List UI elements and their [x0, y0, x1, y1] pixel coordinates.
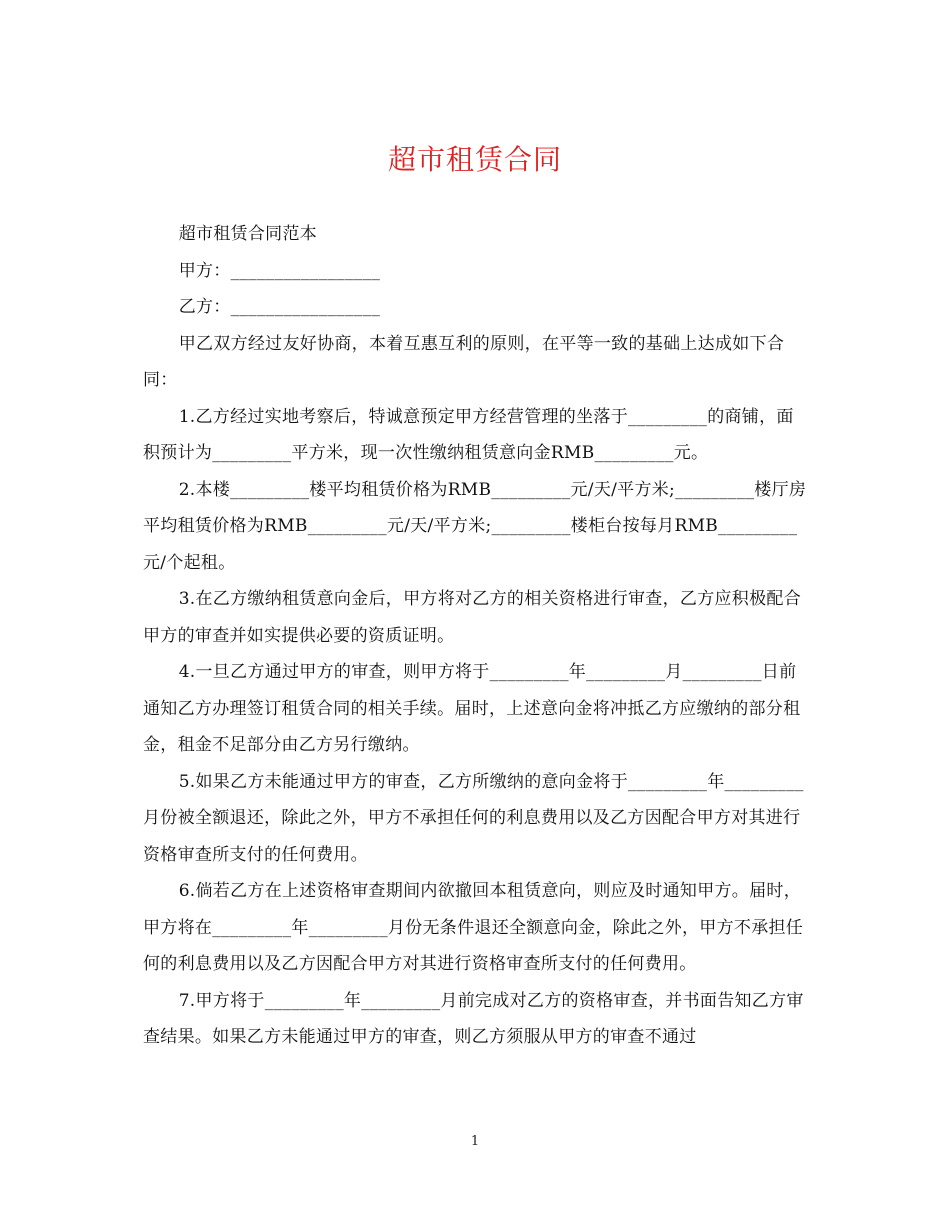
page-number: 1: [470, 1134, 480, 1149]
party-b-line: 乙方：_________________: [178, 297, 381, 317]
doc-subtitle: 超市租赁合同范本: [178, 224, 318, 244]
clause-6: 6.倘若乙方在上述资格审查期间内欲撤回本租赁意向，则应及时通知甲方。届时，甲方将在_________年_________月份无条件退还全额意向金，除此之外，甲方不承担任何的利息费用以及乙方因配合甲方对其进行资格审查所支付的任何费用。: [143, 881, 804, 974]
clause-5: 5.如果乙方未能通过甲方的审查，乙方所缴纳的意向金将于_________年_________月份被全额退还，除此之外，甲方不承担任何的利息费用以及乙方因配合甲方对其进行资格审查所支付的任何费用。: [143, 771, 804, 865]
clause-7: 7.甲方将于_________年_________月前完成对乙方的资格审查，并书面告知乙方审查结果。如果乙方未能通过甲方的审查，则乙方须服从甲方的审查不通过: [143, 990, 804, 1047]
clause-1: 1.乙方经过实地考察后，特诚意预定甲方经营管理的坐落于_________的商铺，面积预计为_________平方米，现一次性缴纳租赁意向金RMB_________元。: [143, 406, 794, 463]
document-title: 超市租赁合同: [387, 143, 562, 176]
preamble-paragraph: 甲乙双方经过友好协商，本着互惠互利的原则，在平等一致的基础上达成如下合同：: [143, 333, 785, 390]
clause-3: 3.在乙方缴纳租赁意向金后，甲方将对乙方的相关资格进行审查，乙方应积极配合甲方的审查并如实提供必要的资质证明。: [143, 589, 802, 646]
clause-2: 2.本楼_________楼平均租赁价格为RMB_________元/天/平方米;_________楼厅房平均租赁价格为RMB_________元/天/平方米;_________楼柜台按每月RMB_________元/个起租。: [143, 479, 807, 573]
document-body: [143, 216, 808, 1056]
party-a-line: 甲方：_________________: [178, 260, 381, 281]
clause-4: 4.一旦乙方通过甲方的审查，则甲方将于_________年_________月_________日前通知乙方办理签订租赁合同的相关手续。届时，上述意向金将冲抵乙方应缴纳的部分租金，租金不足部分由乙方另行缴纳。: [143, 662, 801, 755]
